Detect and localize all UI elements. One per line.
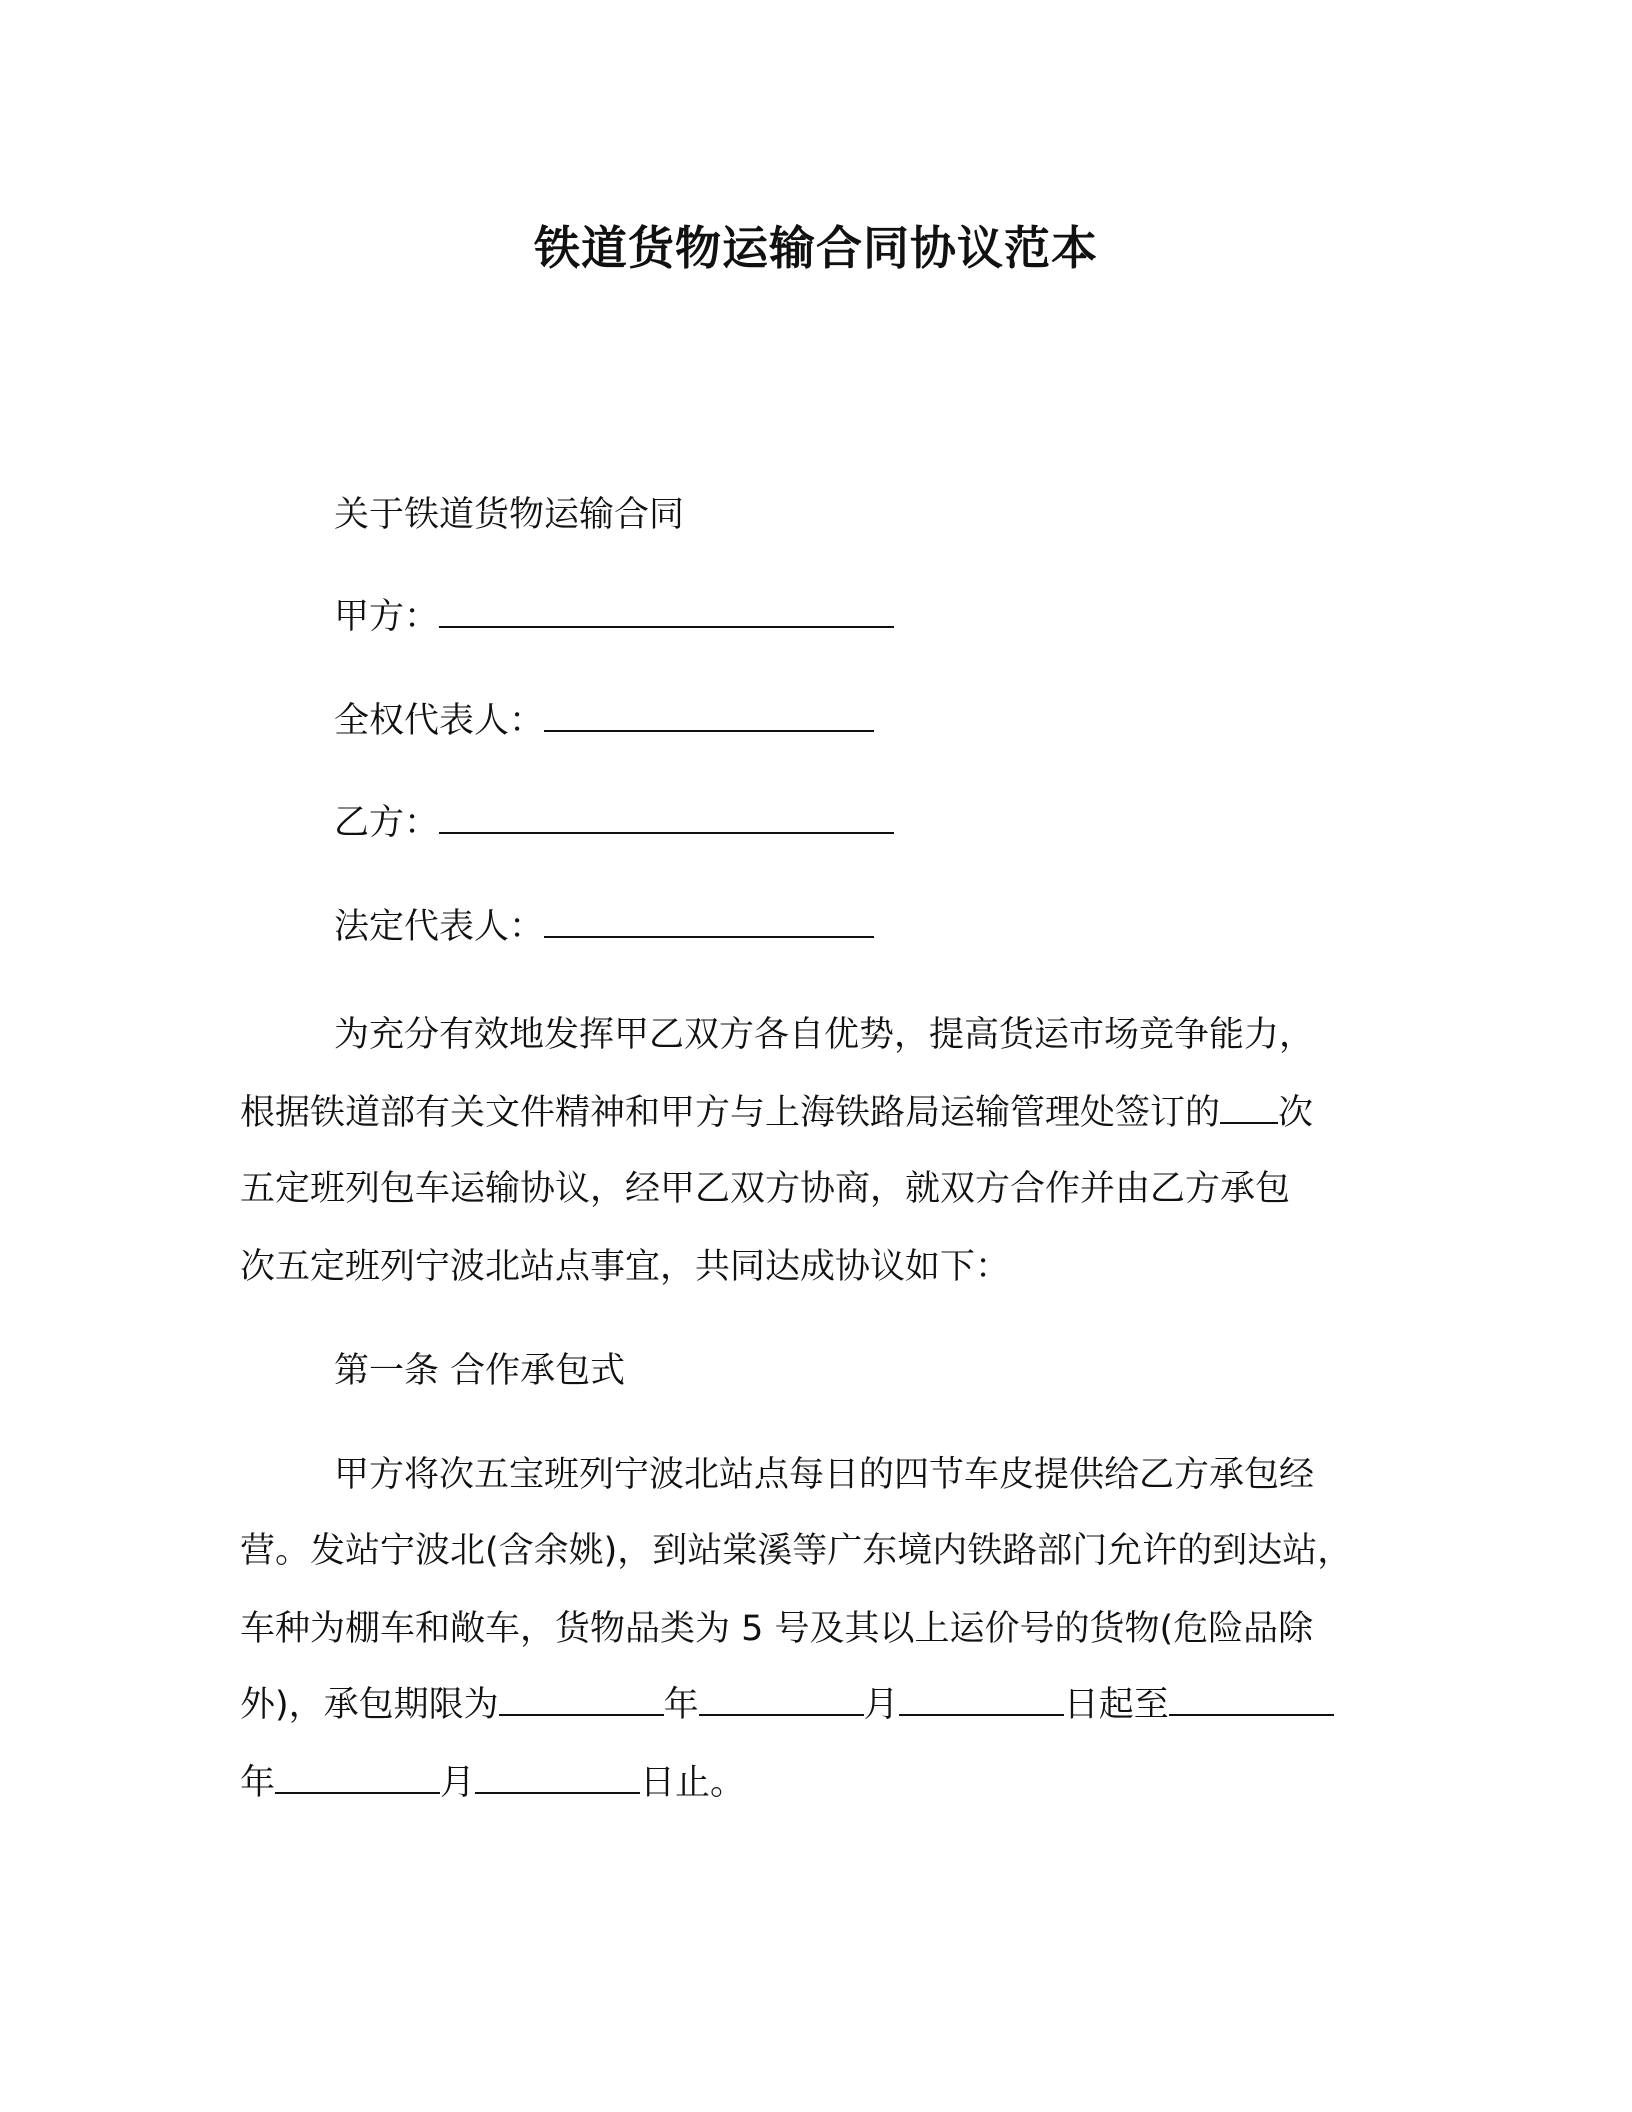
train-number-blank[interactable]: [1220, 1088, 1278, 1124]
legal-rep-label: 法定代表人：: [334, 907, 545, 947]
article-1-line-3: 车种为棚车和敞车，货物品类为 5 号及其以上运价号的货物(危险品除: [240, 1609, 1314, 1649]
authorized-rep-blank[interactable]: [544, 696, 874, 732]
intro-line-1: 为充分有效地发挥甲乙双方各自优势，提高货运市场竞争能力，: [334, 1015, 1315, 1055]
party-a-blank[interactable]: [439, 592, 894, 628]
authorized-rep-label: 全权代表人：: [334, 701, 545, 741]
end-year-blank[interactable]: [1169, 1680, 1334, 1716]
intro-line-2-suffix: 次: [1278, 1093, 1314, 1133]
start-year-blank[interactable]: [499, 1680, 664, 1716]
intro-line-2-text: 根据铁道部有关文件精神和甲方与上海铁路局运输管理处签订的: [240, 1093, 1221, 1133]
end-month-blank[interactable]: [275, 1758, 440, 1794]
start-month-blank[interactable]: [699, 1680, 864, 1716]
end-month-label: 月: [440, 1763, 476, 1803]
month-label: 月: [863, 1685, 899, 1725]
authorized-rep-field: [334, 696, 874, 746]
legal-rep-field: [334, 902, 874, 952]
article-1-line-1: 甲方将次五宝班列宁波北站点每日的四节车皮提供给乙方承包经: [334, 1455, 1315, 1495]
day-from-label: 日起至: [1063, 1685, 1169, 1725]
end-year-label: 年: [240, 1763, 276, 1803]
end-day-blank[interactable]: [475, 1758, 640, 1794]
article-1-line-5: [240, 1758, 745, 1808]
end-day-label: 日止。: [640, 1763, 746, 1803]
start-day-blank[interactable]: [899, 1680, 1064, 1716]
intro-line-2: [240, 1088, 1313, 1138]
party-a-field: [334, 592, 894, 642]
intro-line-4: 次五定班列宁波北站点事宜，共同达成协议如下：: [240, 1247, 1011, 1287]
legal-rep-blank[interactable]: [544, 902, 874, 938]
party-a-label: 甲方：: [334, 597, 440, 637]
party-b-blank[interactable]: [439, 798, 894, 834]
party-b-label: 乙方：: [334, 803, 440, 843]
article-1-line-2: 营。发站宁波北(含余姚)，到站棠溪等广东境内铁路部门允许的到达站，: [240, 1531, 1353, 1571]
term-label: 外)，承包期限为: [240, 1685, 499, 1725]
document-title: 铁道货物运输合同协议范本: [534, 221, 1098, 275]
party-b-field: [334, 798, 894, 848]
intro-line-3: 五定班列包车运输协议，经甲乙双方协商，就双方合作并由乙方承包: [240, 1169, 1291, 1209]
year-label: 年: [663, 1685, 699, 1725]
article-1-heading: 第一条 合作承包式: [334, 1351, 626, 1391]
contract-subtitle: 关于铁道货物运输合同: [334, 495, 685, 535]
article-1-line-4: [240, 1680, 1334, 1730]
